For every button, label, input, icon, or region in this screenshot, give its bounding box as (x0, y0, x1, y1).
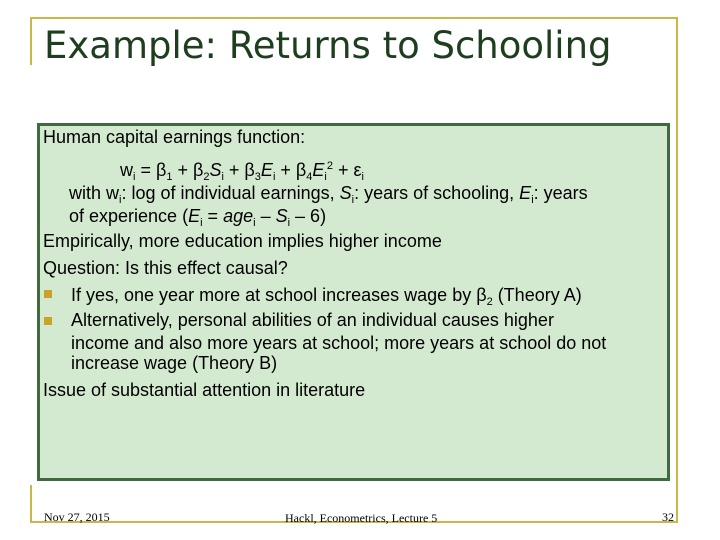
text-line-question: Question: Is this effect causal? (43, 258, 288, 278)
page-number: 32 (662, 510, 674, 524)
frame-left-line (30, 17, 32, 65)
text-line-empirical: Empirically, more education implies higher income (43, 231, 442, 251)
frame-top-line (30, 17, 678, 19)
frame-right-line (676, 17, 678, 523)
bullet-square-icon (44, 317, 52, 325)
experience-line: of experience $(E_i = age_i - S_i - 6)$ (69, 206, 327, 229)
definition-line: with $w_i$: log of individual earnings, $S_i$: years of schooling, $E_i$: years (69, 183, 588, 206)
frame-left-lower-line (30, 485, 32, 523)
slide-title: Example: Returns to Schooling (44, 24, 612, 67)
footer-date: Nov 27, 2015 (44, 510, 110, 524)
bullet-theory-b-line-3: increase wage (Theory B) (71, 353, 278, 373)
bullet-theory-b-line-2: income and also more years at school; more years at school do not (71, 333, 607, 353)
equation-line: $w_i = \beta_1 + \beta_2S_i + \beta_3E_i + \beta_4E_i^2 + \varepsilon_i$ (120, 160, 364, 183)
footer-lecture: Hackl, Econometrics, Lecture 5 (285, 511, 438, 525)
bullet-square-icon (44, 290, 52, 298)
text-line-intro: Human capital earnings function: (43, 127, 306, 147)
bullet-theory-b-line-1: Alternatively, personal abilities of an individual causes higher (71, 310, 554, 330)
bullet-theory-a: If yes, one year more at school increases wage by $\beta_2$ (Theory A) (71, 285, 582, 308)
text-line-issue: Issue of substantial attention in literature (43, 380, 366, 400)
